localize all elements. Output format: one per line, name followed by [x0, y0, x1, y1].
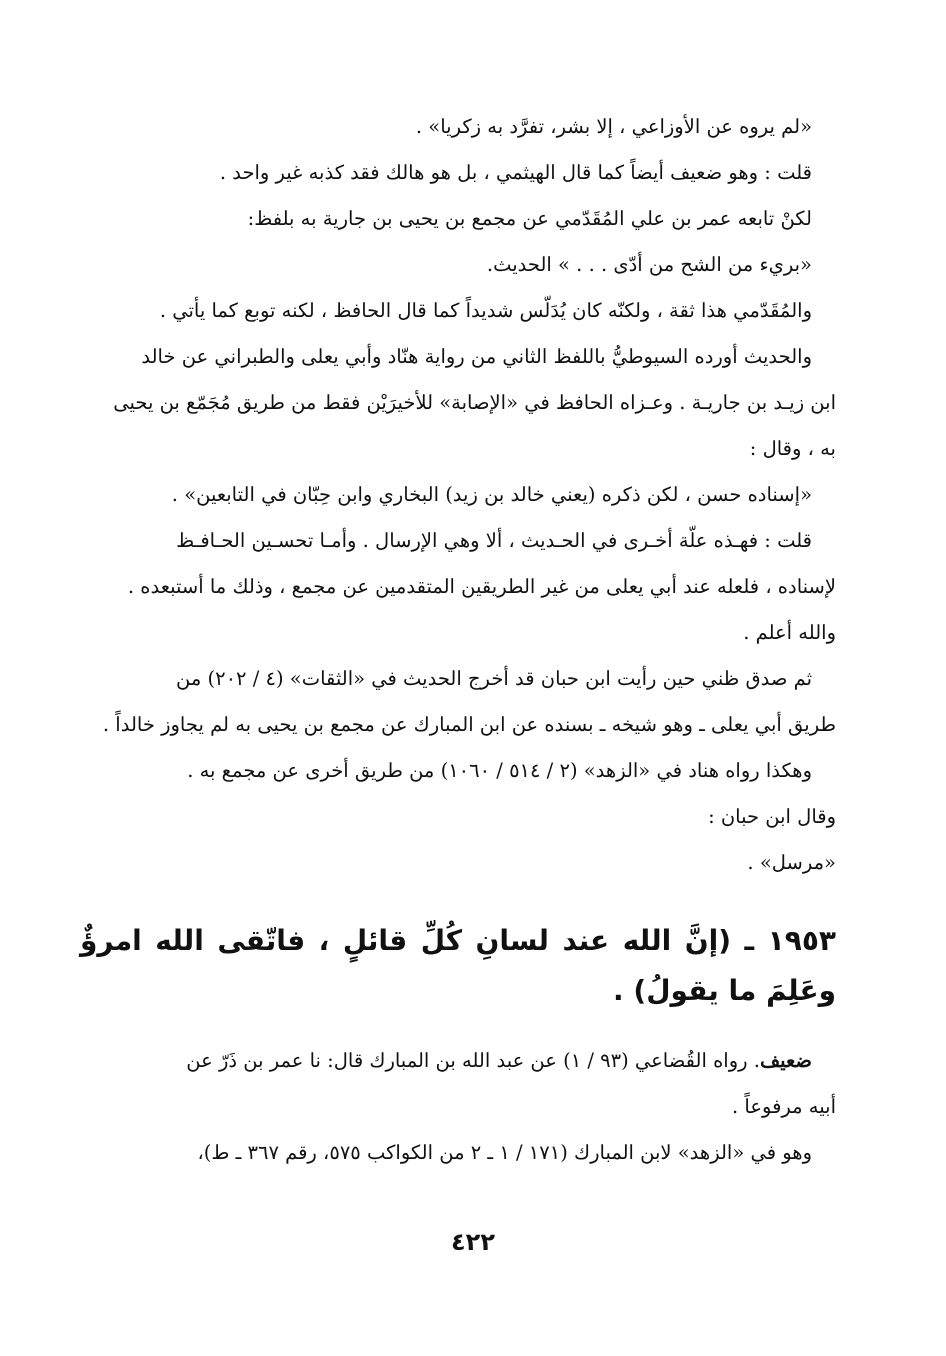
page-number: ٤٢٢: [451, 1228, 495, 1256]
text-line: «لم يروه عن الأوزاعي ، إلا بشر، تفرَّد به زكريا» .: [415, 115, 812, 138]
text-line-rest: أبيه مرفوعاً .: [732, 1095, 836, 1118]
text-line: ثم صدق ظني حين رأيت ابن حبان قد أخرج الحديث في «الثقات» (٤ / ٢٠٢) من: [175, 667, 812, 690]
hadith-number: ١٩٥٣: [767, 924, 837, 957]
text-line: قلت : وهو ضعيف أيضاً كما قال الهيثمي ، بل هو هالك فقد كذبه غير واحد .: [219, 161, 812, 184]
quote-line: «إسناده حسن ، لكن ذكره (يعني خالد بن زيد) البخاري وابن حِبّان في التابعين» .: [171, 483, 812, 506]
text-line: «بريء من الشح من أدّى . . . » الحديث.: [486, 253, 812, 276]
grade-label: ضعيف: [759, 1049, 812, 1072]
text-line: والحديث أورده السيوطيُّ باللفظ الثاني من رواية هنّاد وأبي يعلى والطبراني عن خالد: [141, 345, 812, 368]
text-line: والمُقَدّمي هذا ثقة ، ولكنّه كان يُدَلّس شديداً كما قال الحافظ ، لكنه توبع كما يأتي .: [159, 299, 812, 322]
hadith-heading: [80, 916, 836, 1016]
quote-line: «مرسل» .: [747, 851, 836, 874]
text-line: به ، وقال :: [749, 437, 836, 460]
text-line: وقال ابن حبان :: [708, 805, 836, 828]
text-line: طريق أبي يعلى ـ وهو شيخه ـ بسنده عن ابن المبارك عن مجمع بن يحيى به لم يجاوز خالداً .: [102, 713, 836, 736]
text-line: قلت : فهـذه علّة أخـرى في الحـديث ، ألا وهي الإرسال . وأمـا تحسـين الحـافـظ: [176, 529, 812, 552]
text-line: [80, 1038, 836, 1084]
text-line: لإسناده ، فلعله عند أبي يعلى من غير الطريقين المتقدمين عن مجمع ، وذلك ما أستبعده .: [127, 575, 836, 598]
text-line-rest: وهو في «الزهد» لابن المبارك (١٧١ / ١ ـ ٢ من الكواكب ٥٧٥، رقم ٣٦٧ ـ ط)،: [197, 1141, 812, 1164]
text-line: [80, 1084, 836, 1130]
text-line: والله أعلم .: [743, 621, 836, 644]
hadith-text: ـ (إنَّ الله عند لسانِ كُلِّ قائلٍ ، فاتّقى الله امرؤٌ وعَلِمَ ما يقولُ) .: [80, 924, 836, 1007]
text-line: ابن زيـد بن جاريـة . وعـزاه الحافظ في «الإصابة» للأخيرَيْن فقط من طريق مُجَمّع بن يحيى: [113, 391, 836, 414]
text-line: لكنْ تابعه عمر بن علي المُقَدّمي عن مجمع بن يحيى بن جارية به بلفظ:: [247, 207, 812, 230]
text-line-rest: . رواه القُضاعي (٩٣ / ١) عن عبد الله بن المبارك قال: نا عمر بن ذَرّ عن: [186, 1049, 760, 1072]
text-line: [80, 1130, 836, 1176]
text-line: وهكذا رواه هناد في «الزهد» (٢ / ٥١٤ / ١٠٦٠) من طريق أخرى عن مجمع به .: [187, 759, 812, 782]
page-body: [80, 104, 836, 1176]
